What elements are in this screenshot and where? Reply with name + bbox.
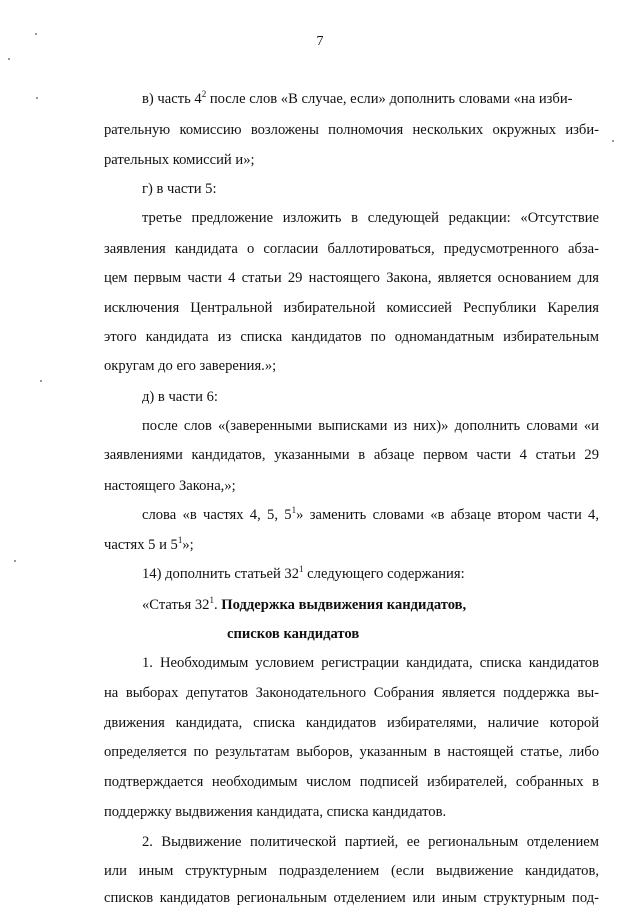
paragraph-line: рательных комиссий и»; (104, 152, 255, 168)
paragraph-line: 14) дополнить статьей $32^1$ следующего содержания: (142, 564, 465, 582)
paragraph-line: рательную комиссию возложены полномочия нескольких окружных изби- (104, 122, 599, 138)
paragraph-line: настоящего Закона,»; (104, 478, 236, 494)
paragraph-line: поддержку выдвижения кандидата, списка кандидатов. (104, 804, 447, 820)
superscript: 2 (201, 89, 207, 99)
paragraph-line: в) часть $4^2$ после слов «В случае, если» дополнить словами «на изби- (142, 89, 573, 107)
paragraph-line: 2. Выдвижение политической партией, ее региональным отделением (142, 834, 599, 850)
paragraph-line: определяется по результатам выборов, указанным в настоящей статье, либо (104, 744, 599, 760)
superscript: 1 (299, 564, 304, 574)
paragraph-line: подтверждается необходимым числом подписей избирателей, собранных в (104, 774, 599, 790)
article-heading-continued (227, 626, 359, 643)
paragraph-line: третье предложение изложить в следующей редакции: «Отсутствие (142, 210, 599, 226)
page-number: 7 (316, 34, 324, 49)
paragraph-line: г) в части 5: (142, 181, 217, 197)
scan-speck (612, 140, 614, 142)
paragraph-line: на выборах депутатов Законодательного Собрания является поддержка вы- (104, 685, 599, 701)
superscript: 1 (209, 595, 214, 605)
paragraph-line: д) в части 6: (142, 389, 218, 405)
paragraph-line: округам до его заверения.»; (104, 358, 277, 374)
superscript: 1 (177, 535, 183, 545)
paragraph-line: частях 5 и $5^1$»; (104, 535, 194, 553)
scan-speck (40, 380, 42, 382)
paragraph-line: или иным структурным подразделением (если выдвижение кандидатов, (104, 863, 599, 879)
superscript: 1 (291, 505, 297, 515)
paragraph-line: этого кандидата из списка кандидатов по одномандатным избирательным (104, 329, 599, 345)
paragraph-line: 1. Необходимым условием регистрации кандидата, списка кандидатов (142, 655, 599, 671)
bold-text: списков кандидатов (227, 626, 360, 642)
paragraph-line: движения кандидата, списка кандидатов избирателями, наличие которой (104, 715, 599, 731)
paragraph-line: заявлениями кандидатов, указанными в абзаце первом части 4 статьи 29 (104, 447, 599, 463)
paragraph-line: после слов «(заверенными выписками из них)» дополнить словами «и (142, 418, 599, 434)
article-heading: «Статья $32^1$. Поддержка выдвижения кандидатов, (142, 595, 467, 613)
scan-speck (36, 97, 38, 99)
paragraph-line: слова «в частях 4, 5, $5^1$» заменить словами «в абзаце втором части 4, (142, 505, 599, 523)
paragraph-line: заявления кандидата о согласии баллотироваться, предусмотренного абза- (104, 241, 599, 257)
paragraph-line: исключения Центральной избирательной комиссией Республики Карелия (104, 300, 599, 316)
scan-speck (14, 560, 16, 562)
paragraph-line: цем первым части 4 статьи 29 настоящего Закона, является основанием для (104, 270, 599, 286)
paragraph-line: списков кандидатов региональным отделением или иным структурным под- (104, 890, 599, 906)
scan-speck (35, 33, 37, 35)
scan-speck (8, 58, 10, 60)
bold-text: Поддержка выдвижения кандидатов, (221, 597, 467, 613)
